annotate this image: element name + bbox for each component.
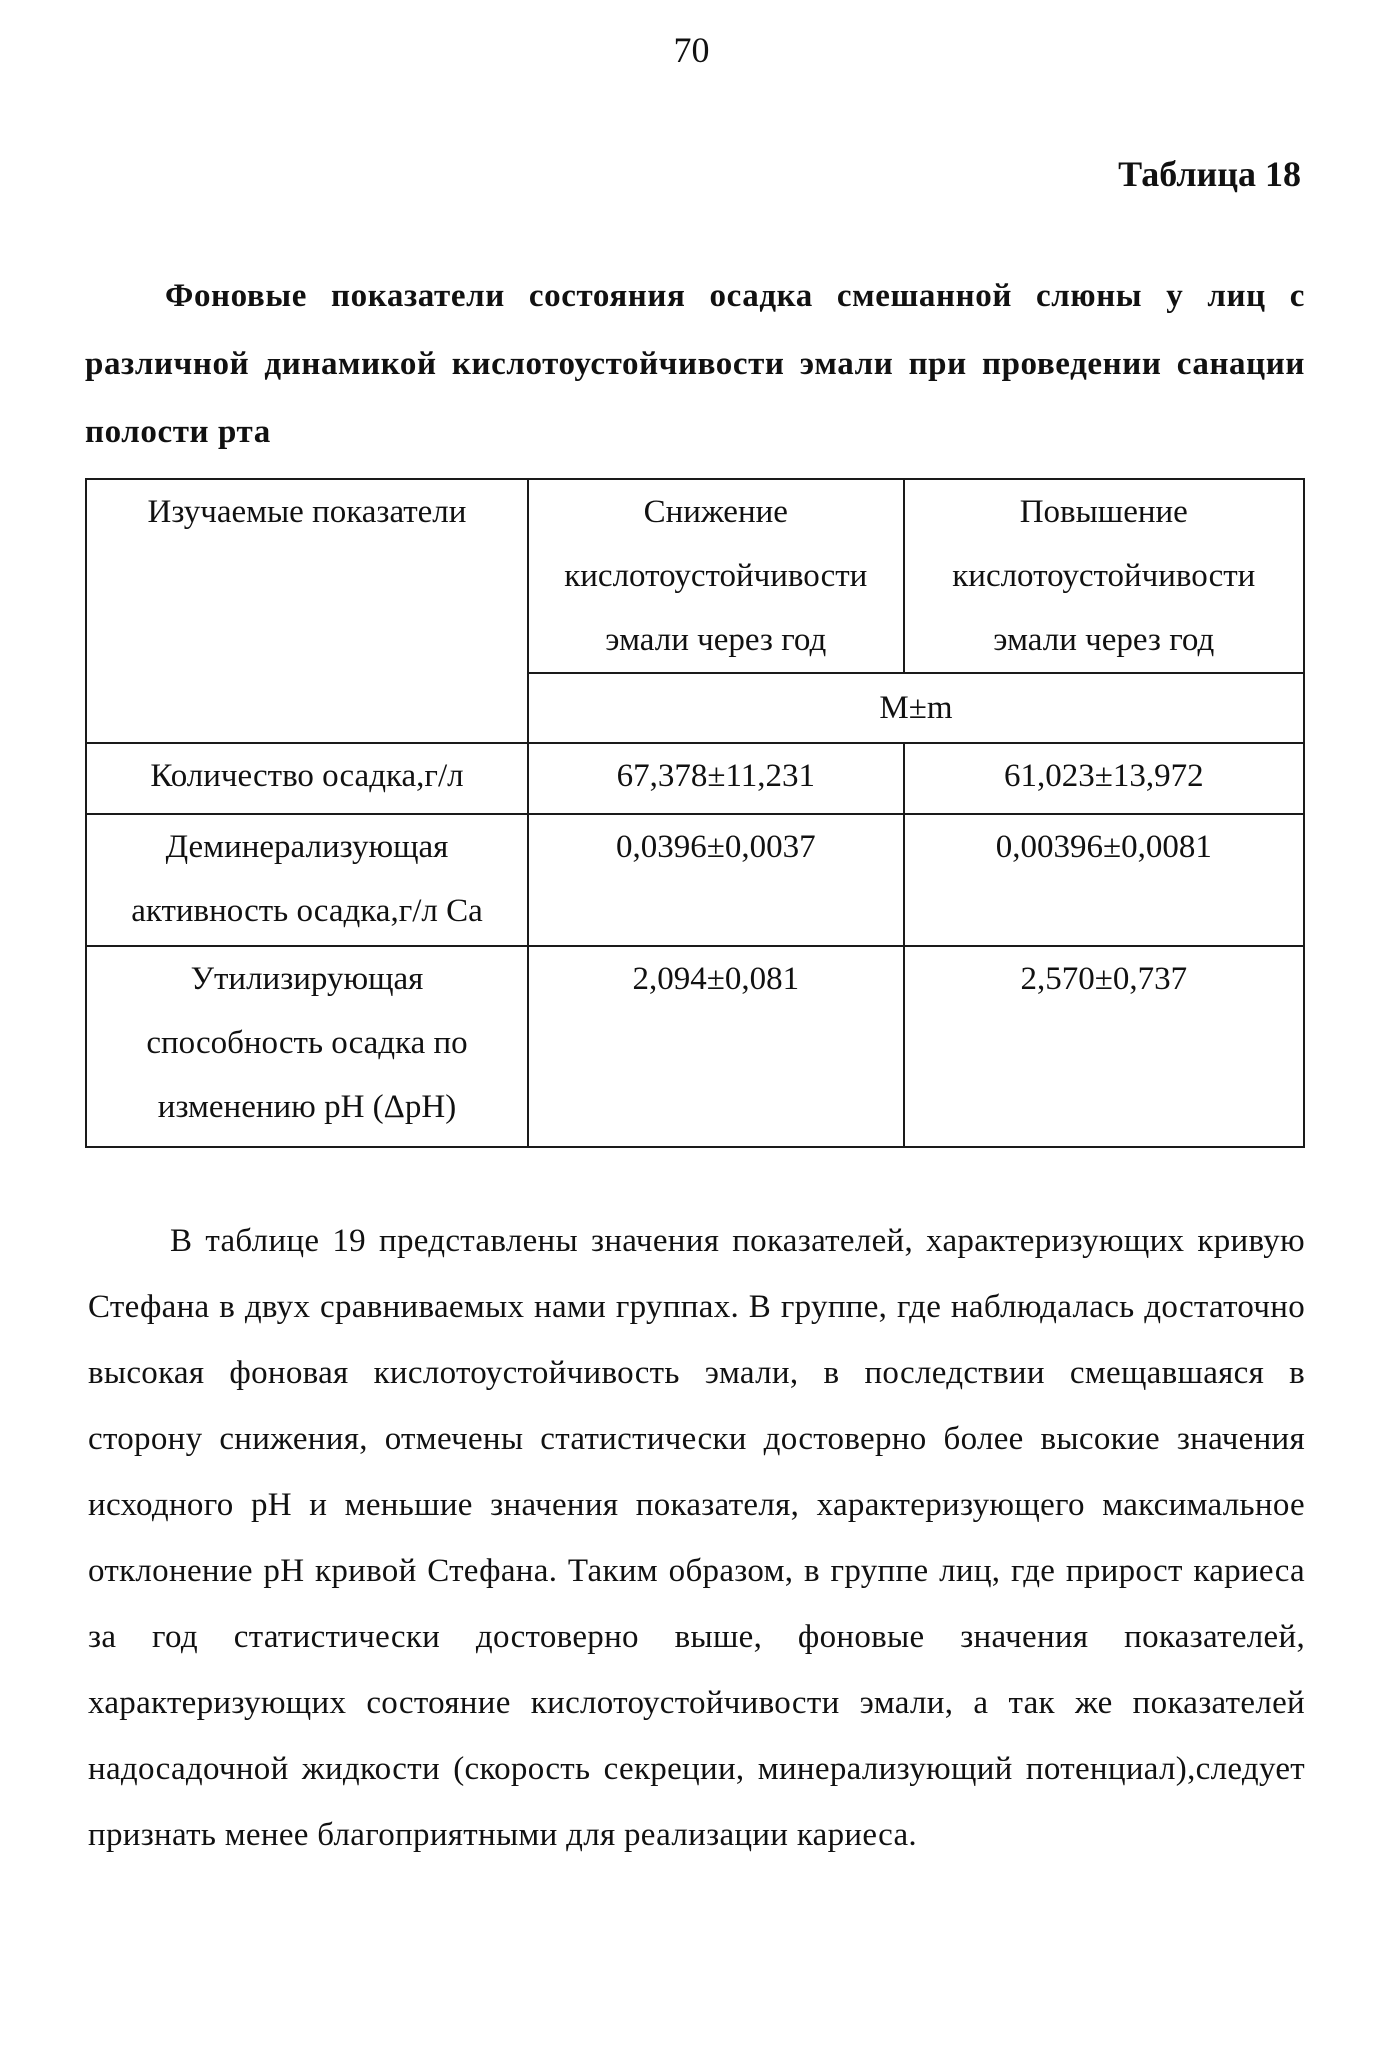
row-label: Количество осадка,г/л bbox=[150, 758, 464, 794]
header-increase-line: эмали через год bbox=[993, 622, 1215, 658]
value-decrease-cell: 67,378±11,231 bbox=[528, 743, 904, 814]
header-cell-decrease bbox=[528, 479, 904, 673]
header-decrease-line: Снижение bbox=[643, 494, 788, 530]
page-number: 70 bbox=[673, 30, 710, 70]
row-label: Утилизирующая bbox=[190, 961, 424, 997]
table-row bbox=[86, 946, 1304, 1147]
header-increase-line: Повышение bbox=[1019, 494, 1188, 530]
value-decrease-cell: 0,0396±0,0037 bbox=[528, 814, 904, 946]
body-paragraph: В таблице 19 представлены значения показателей, характеризующих кривую Стефана в двух сравниваемых нами группах. В группе, где наблюдалась достаточно высокая фоновая кислотоустойчивость эмали, в последствии смещавшаяся в сторону снижения, отмечены статистически достоверно более высокие значения исходного рН и меньшие значения показателя, характеризующего максимальное отклонение рН кривой Стефана. Таким образом, в группе лиц, где прирост кариеса за год статистически достоверно выше, фоновые значения показателей, характеризующих состояние кислотоустойчивости эмали, а так же показателей надосадочной жидкости (скорость секреции, минерализующий потенциал),следует признать менее благоприятными для реализации кариеса. bbox=[88, 1223, 1305, 1853]
table-row bbox=[86, 743, 1304, 814]
header-decrease-line: эмали через год bbox=[605, 622, 827, 658]
row-label: изменению рН (ΔрН) bbox=[157, 1089, 457, 1125]
row-label: активность осадка,г/л Ca bbox=[131, 893, 483, 929]
table-row bbox=[86, 814, 1304, 946]
value-increase-cell: 2,570±0,737 bbox=[904, 946, 1304, 1147]
value-increase-cell: 61,023±13,972 bbox=[904, 743, 1304, 814]
header-cell-increase bbox=[904, 479, 1304, 673]
row-label: Деминерализующая bbox=[165, 829, 449, 865]
table-label: Таблица 18 bbox=[1118, 154, 1301, 194]
value-increase-cell: 0,00396±0,0081 bbox=[904, 814, 1304, 946]
header-indicators-label: Изучаемые показатели bbox=[147, 494, 467, 530]
subheader-cell: M±m bbox=[528, 673, 1304, 743]
row-label: способность осадка по bbox=[146, 1025, 468, 1061]
header-decrease-line: кислотоустойчивости bbox=[564, 558, 868, 594]
row-label-cell bbox=[86, 946, 528, 1147]
header-cell-indicators bbox=[86, 479, 528, 743]
row-label-cell bbox=[86, 743, 528, 814]
data-table bbox=[85, 478, 1305, 1148]
header-increase-line: кислотоустойчивости bbox=[952, 558, 1256, 594]
table-caption: Фоновые показатели состояния осадка смешанной слюны у лиц с различной динамикой кислотоустойчивости эмали при проведении санации полости рта bbox=[85, 278, 1305, 450]
table-header-row bbox=[86, 479, 1304, 673]
value-decrease-cell: 2,094±0,081 bbox=[528, 946, 904, 1147]
row-label-cell bbox=[86, 814, 528, 946]
